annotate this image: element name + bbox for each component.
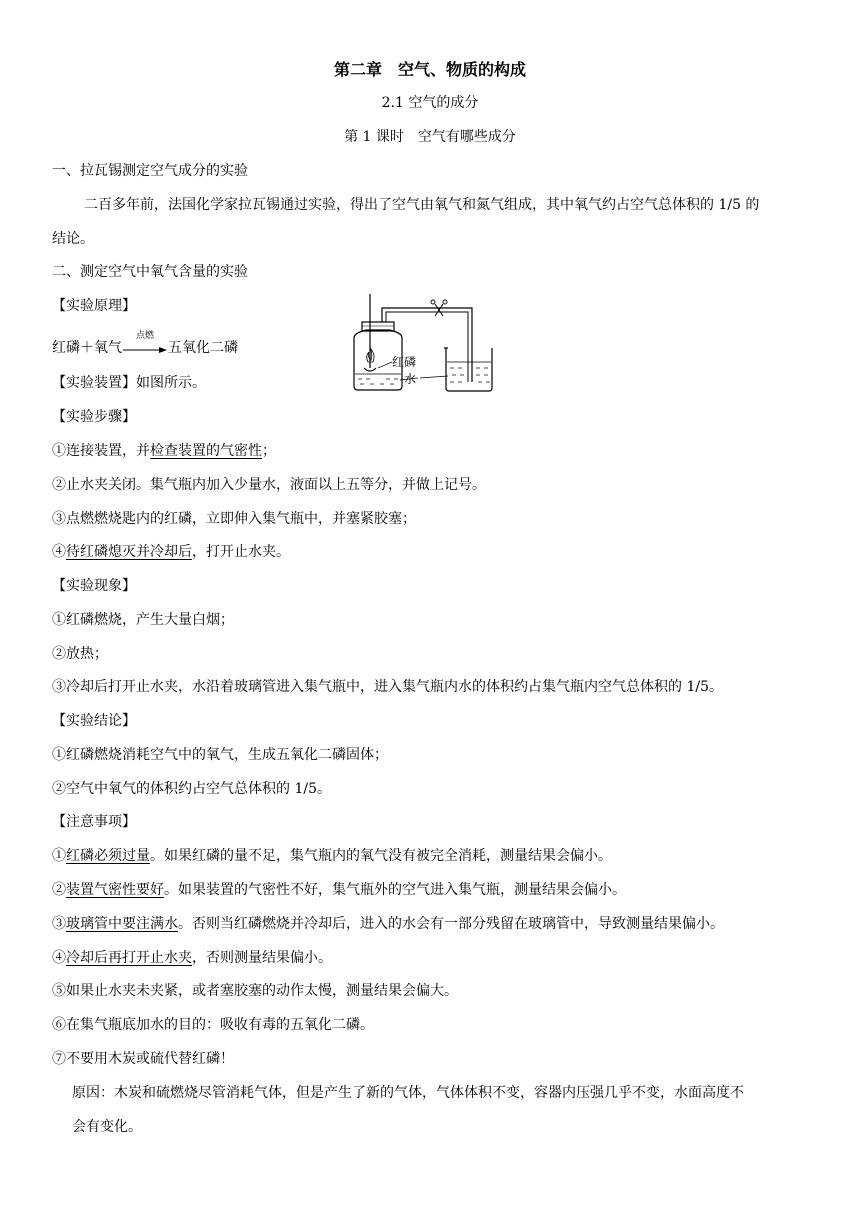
conclusion-label: 【实验结论】: [52, 713, 136, 729]
equation-reactants: 红磷＋氧气: [52, 340, 122, 356]
note-1-suffix: 。如果红磷的量不足，集气瓶内的氧气没有被完全消耗，测量结果会偏小。: [150, 848, 612, 864]
conclusion-1: ①红磷燃烧消耗空气中的氧气，生成五氧化二磷固体；: [52, 747, 388, 763]
equation-product: 五氧化二磷: [168, 340, 238, 356]
note-1-prefix: ①: [52, 848, 66, 864]
note-4-underlined: 冷却后再打开止水夹: [66, 950, 192, 966]
note-3: [52, 914, 820, 934]
section-title: 2.1 空气的成分: [381, 95, 479, 111]
equation-condition: 点燃: [135, 331, 154, 341]
apparatus-diagram: [340, 290, 510, 396]
reason-line1: 原因：木炭和硫燃烧尽管消耗气体，但是产生了新的气体，气体体积不变，容器内压强几乎不变，水面高度不: [72, 1085, 744, 1101]
bottle-water-dashes: [358, 379, 398, 384]
step-4: [52, 542, 820, 562]
part1-paragraph-line1: 二百多年前，法国化学家拉瓦锡通过实验，得出了空气由氧气和氮气组成，其中氧气约占空气总体积的 1/5 的: [84, 197, 760, 213]
note-2-prefix: ②: [52, 882, 66, 898]
note-4-suffix: ，否则测量结果偏小。: [192, 950, 332, 966]
step-1-prefix: ①连接装置，并: [52, 443, 150, 459]
steps-label: 【实验步骤】: [52, 409, 136, 425]
step-1: [52, 441, 820, 461]
apparatus-label: 【实验装置】: [52, 375, 136, 391]
part1-paragraph-line2: 结论。: [52, 231, 94, 247]
note-2-suffix: 。如果装置的气密性不好，集气瓶外的空气进入集气瓶，测量结果会偏小。: [164, 882, 626, 898]
lesson-title: 第 1 课时 空气有哪些成分: [344, 129, 516, 145]
conclusion-2: ②空气中氧气的体积约占空气总体积的 1/5。: [52, 781, 331, 797]
part2-heading: 二、测定空气中氧气含量的实验: [52, 264, 248, 280]
note-4: [52, 948, 820, 968]
diagram-label-water: 水: [404, 372, 417, 386]
diagram-label-phosphorus: 红磷: [392, 355, 417, 369]
note-7: ⑦不要用木炭或硫代替红磷！: [52, 1051, 234, 1067]
note-6: ⑥在集气瓶底加水的目的：吸收有毒的五氧化二磷。: [52, 1017, 374, 1033]
note-3-underlined: 玻璃管中要注满水: [66, 916, 178, 932]
part1-heading: 一、拉瓦锡测定空气成分的实验: [52, 163, 248, 179]
step-4-suffix: ，打开止水夹。: [192, 544, 290, 560]
note-4-prefix: ④: [52, 950, 66, 966]
step-1-suffix: ；: [262, 443, 276, 459]
note-1: [52, 846, 820, 866]
phenomenon-2: ②放热；: [52, 646, 108, 662]
principle-label: 【实验原理】: [52, 298, 136, 314]
step-4-underlined: 待红磷熄灭并冷却后: [66, 544, 192, 560]
reaction-arrow: [123, 331, 167, 356]
phenomenon-3: ③冷却后打开止水夹，水沿着玻璃管进入集气瓶中，进入集气瓶内水的体积约占集气瓶内空气总体积的 1/5。: [52, 679, 723, 695]
note-3-suffix: 。否则当红磷燃烧并冷却后，进入的水会有一部分残留在玻璃管中，导致测量结果偏小。: [178, 916, 724, 932]
apparatus-text: 如图所示。: [136, 375, 206, 391]
note-5: ⑤如果止水夹未夹紧，或者塞胶塞的动作太慢，测量结果会偏大。: [52, 983, 458, 999]
step-4-prefix: ④: [52, 544, 66, 560]
note-2: [52, 880, 820, 900]
step-1-underlined: 检查装置的气密性: [150, 443, 262, 459]
phenomenon-1: ①红磷燃烧，产生大量白烟；: [52, 612, 234, 628]
phenomena-label: 【实验现象】: [52, 578, 136, 594]
step-2: ②止水夹关闭。集气瓶内加入少量水，液面以上五等分，并做上记号。: [52, 477, 486, 493]
chapter-title: 第二章 空气、物质的构成: [333, 60, 526, 79]
step-3: ③点燃燃烧匙内的红磷，立即伸入集气瓶中，并塞紧胶塞；: [52, 511, 416, 527]
note-2-underlined: 装置气密性要好: [66, 882, 164, 898]
note-3-prefix: ③: [52, 916, 66, 932]
notes-label: 【注意事项】: [52, 814, 136, 830]
note-1-underlined: 红磷必须过量: [66, 848, 150, 864]
reason-line2: 会有变化。: [72, 1119, 142, 1135]
